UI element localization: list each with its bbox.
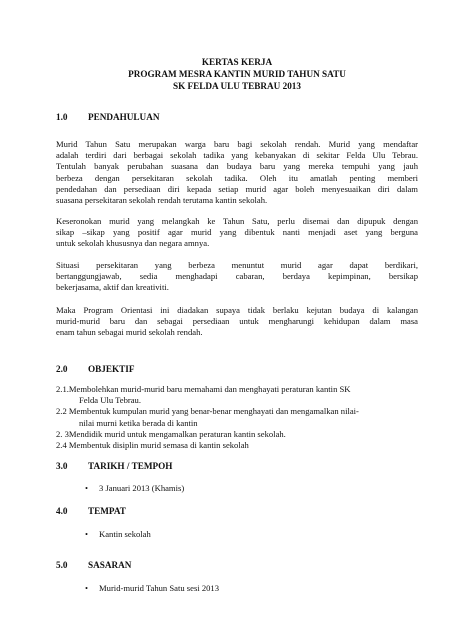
paragraph-line: bekerjasama, aktif dan kreativiti. xyxy=(56,282,169,293)
bullet-item-tempat xyxy=(85,529,151,539)
section-title: OBJEKTIF xyxy=(88,364,135,374)
paragraph-line: adalah terdiri dari berbagai sekolah tadika yang kebanyakan di sekitar Felda Ulu Tebrau. xyxy=(56,150,418,161)
paragraph-line: Tentulah banyak perubahan suasana dan budaya baru yang mereka tempuhi yang jauh xyxy=(56,161,418,172)
bullet-icon: • xyxy=(85,529,89,539)
paragraph-line: berbeza dengan persekitaran sekolah tadika. Oleh itu amatlah penting memberi xyxy=(56,172,418,183)
paragraph-line: murid-murid baru dan sebagai persediaan untuk mengharungi kehidupan dalam masa xyxy=(56,316,418,327)
paragraph-line: pendedahan dan persediaan diri kepada setiap murid agar boleh menyesuaikan diri dalam xyxy=(56,183,418,194)
paragraph-intro xyxy=(56,139,418,206)
bullet-text: 3 Januari 2013 (Khamis) xyxy=(99,483,185,493)
objective-item-continuation: Felda Ulu Tebrau. xyxy=(79,395,142,406)
objective-item: 2.1.Membolehkan murid-murid baru memahami dan menghayati peraturan kantin SK xyxy=(56,384,351,394)
section-heading-objektif xyxy=(56,364,134,374)
paragraph-keseronokan xyxy=(56,216,418,250)
section-title: TARIKH / TEMPOH xyxy=(88,461,173,471)
section-heading-tempat xyxy=(56,506,126,516)
paragraph-line: suasana persekitaran sekolah rendah terutama kantin sekolah. xyxy=(56,195,268,206)
bullet-text: Kantin sekolah xyxy=(99,529,151,539)
title-line-1: KERTAS KERJA xyxy=(201,57,273,67)
section-title: SASARAN xyxy=(88,560,132,570)
paragraph-line: untuk sekolah khususnya dan negara amnya. xyxy=(56,238,210,249)
objective-list xyxy=(56,384,426,451)
section-number: 5.0 xyxy=(56,560,68,570)
section-number: 4.0 xyxy=(56,506,68,516)
paragraph-line: Situasi persekitaran yang berbeza menuntut murid agar dapat berdikari, xyxy=(56,260,418,270)
paragraph-situasi xyxy=(56,260,418,294)
paragraph-line: Maka Program Orientasi ini diadakan supaya tidak berlaku kejutan budaya di kalangan xyxy=(56,305,418,315)
section-title: PENDAHULUAN xyxy=(88,112,160,122)
section-number: 3.0 xyxy=(56,461,68,471)
bullet-item-sasaran xyxy=(85,583,219,593)
paragraph-line: Murid Tahun Satu merupakan warga baru bagi sekolah rendah. Murid yang mendaftar xyxy=(56,139,418,149)
objective-item-continuation: nilai murni ketika berada di kantin xyxy=(79,417,198,428)
bullet-icon: • xyxy=(85,583,89,593)
section-heading-sasaran xyxy=(56,560,131,570)
bullet-text: Murid-murid Tahun Satu sesi 2013 xyxy=(99,583,220,593)
objective-item: 2.2 Membentuk kumpulan murid yang benar-benar menghayati dan mengamalkan nilai- xyxy=(56,406,359,417)
paragraph-line: sikap –sikap yang positif agar murid yang dibentuk nanti menjadi aset yang berguna xyxy=(56,227,418,238)
bullet-item-tarikh xyxy=(85,483,184,493)
paragraph-maka xyxy=(56,305,418,339)
section-number: 2.0 xyxy=(56,364,68,374)
paragraph-line: Keseronokan murid yang melangkah ke Tahun Satu, perlu disemai dan dipupuk dengan xyxy=(56,216,418,226)
title-line-2: PROGRAM MESRA KANTIN MURID TAHUN SATU xyxy=(128,69,346,79)
bullet-icon: • xyxy=(85,483,89,493)
objective-item: 2. 3Mendidik murid untuk mengamalkan peraturan kantin sekolah. xyxy=(56,428,286,439)
title-line-3: SK FELDA ULU TEBRAU 2013 xyxy=(173,81,301,91)
section-heading-pendahuluan xyxy=(56,112,159,122)
objective-item: 2.4 Membentuk disiplin murid semasa di kantin sekolah xyxy=(56,440,249,451)
paragraph-line: bertanggungjawab, sedia menghadapi cabaran, berdaya kepimpinan, bersikap xyxy=(56,271,418,282)
section-heading-tarikh xyxy=(56,461,172,471)
section-number: 1.0 xyxy=(56,112,68,122)
paragraph-line: enam tahun sebagai murid sekolah rendah. xyxy=(56,327,203,338)
document-title xyxy=(0,56,474,92)
section-title: TEMPAT xyxy=(88,506,126,516)
